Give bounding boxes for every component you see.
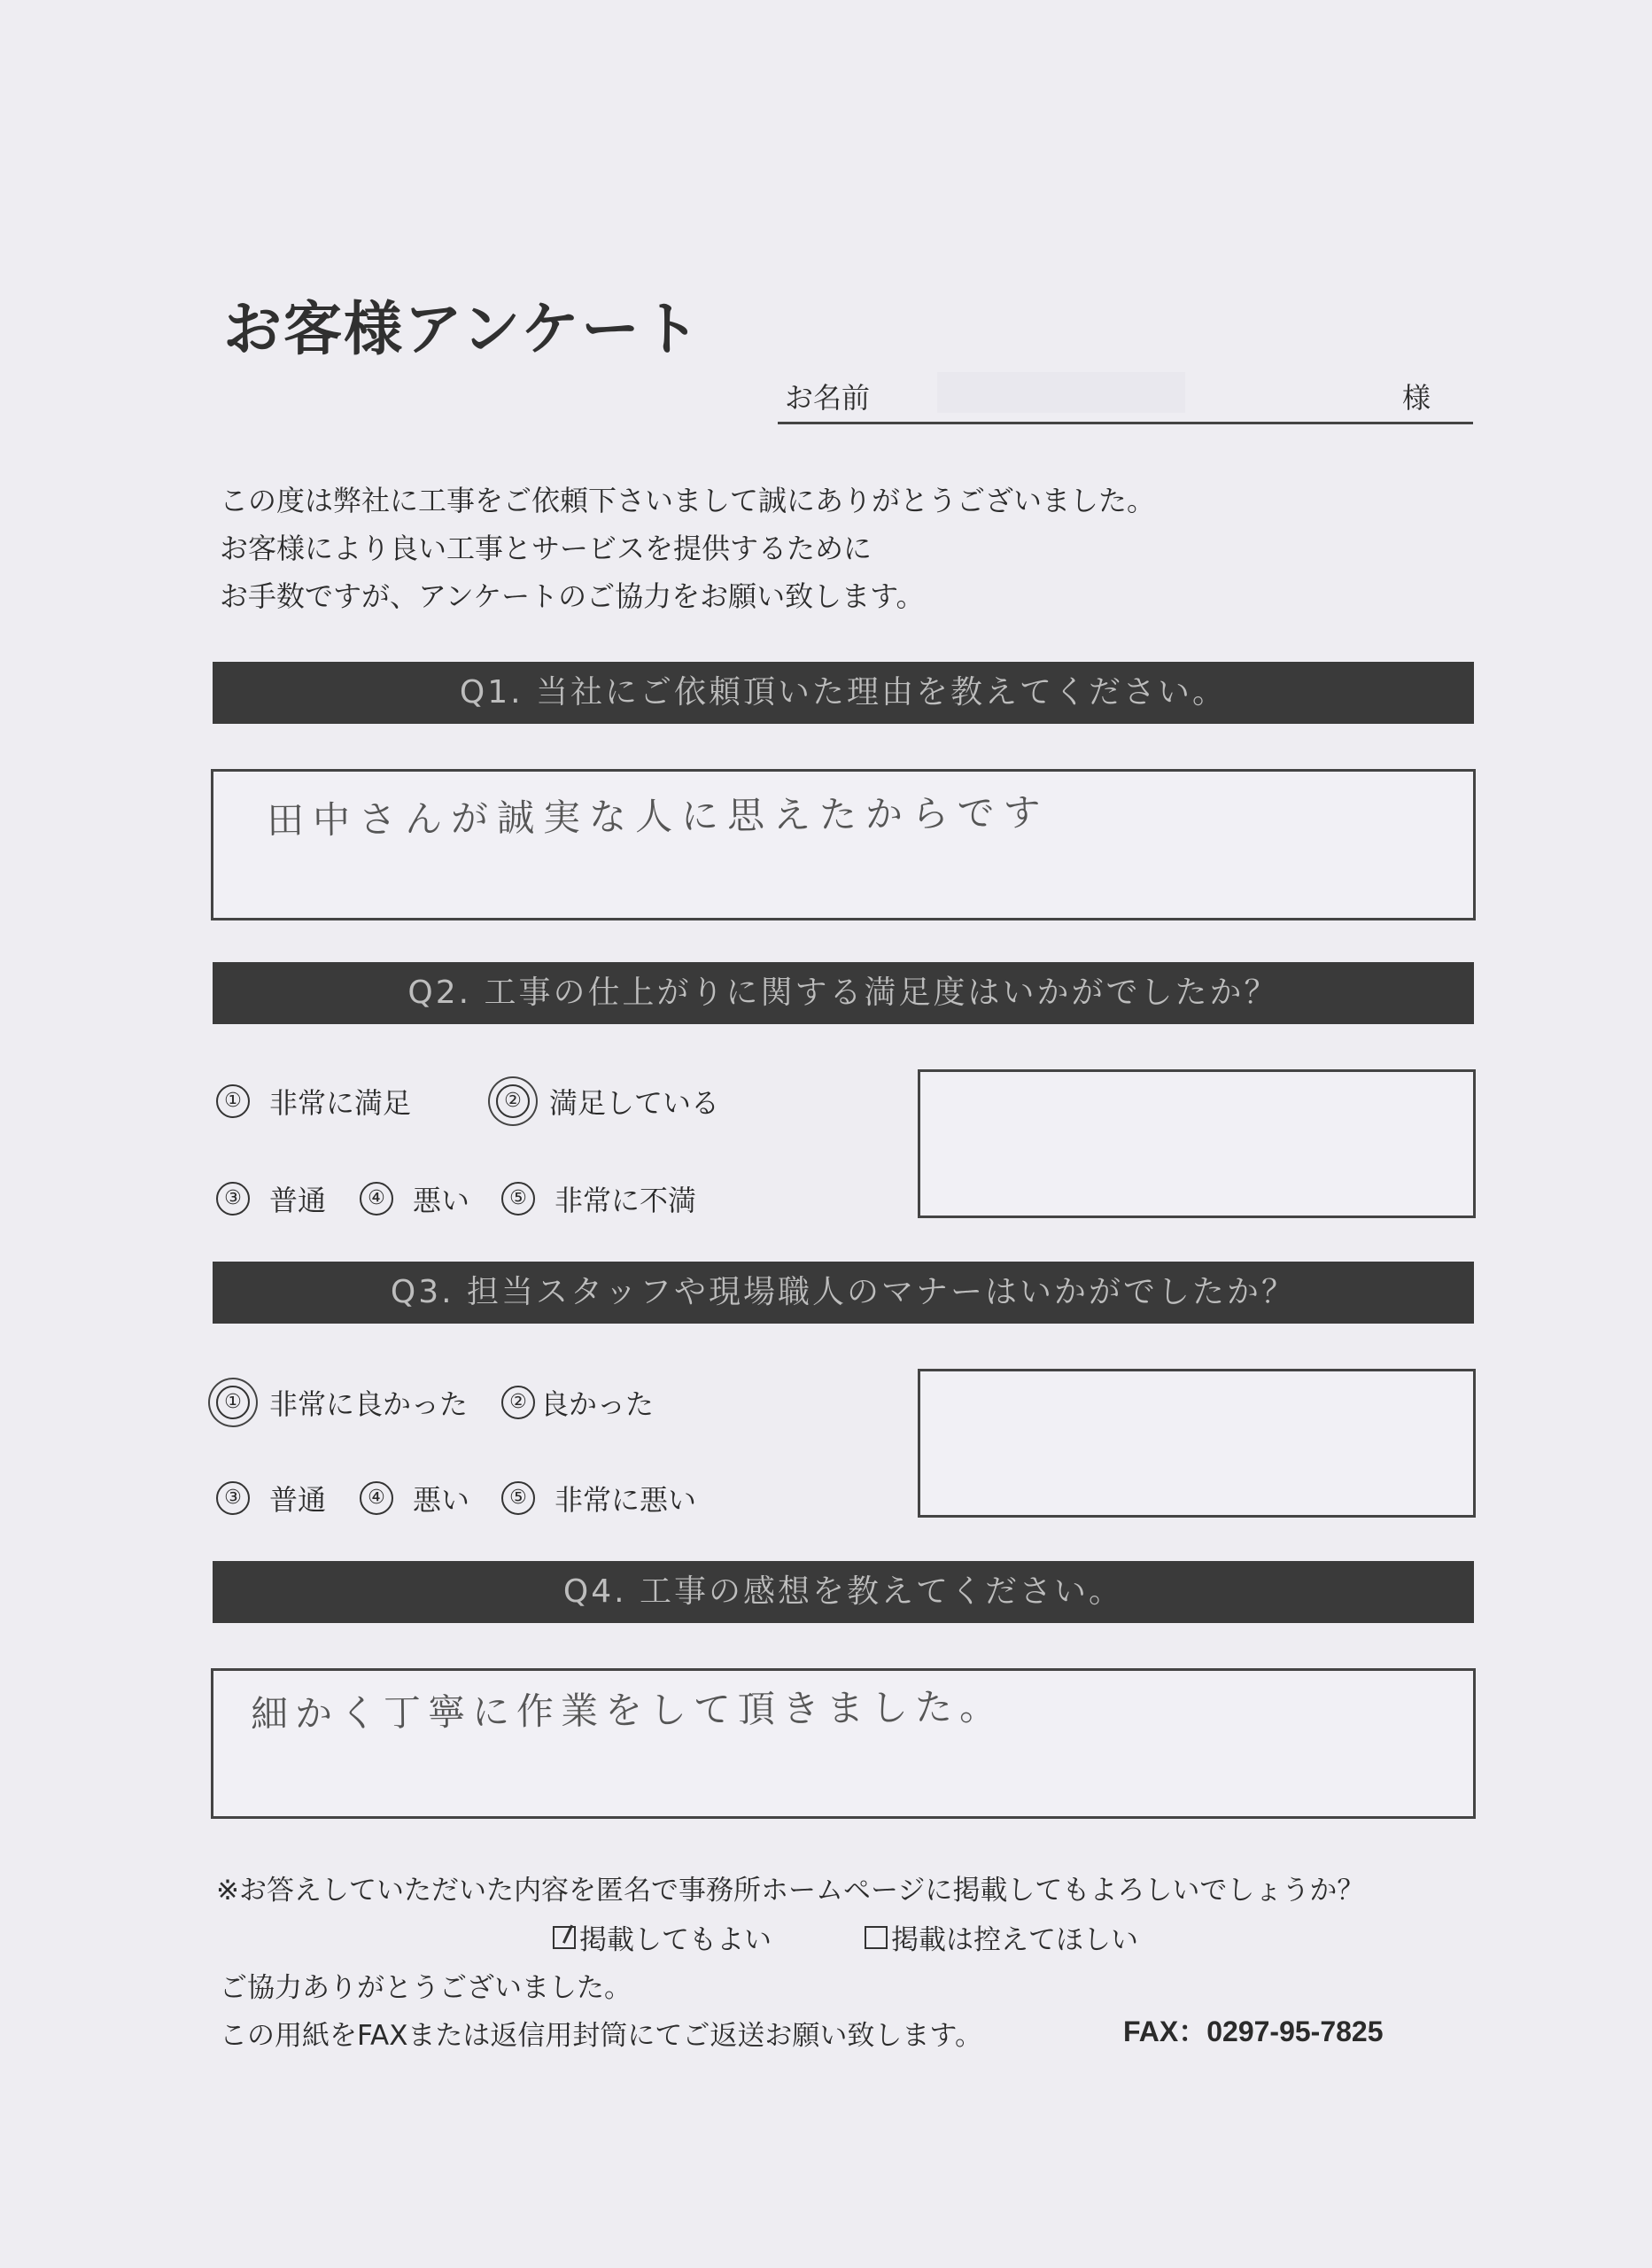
name-suffix: 様 <box>1401 381 1431 415</box>
q3-option-2[interactable] <box>501 1382 654 1423</box>
option-label: 満足している <box>549 1086 720 1120</box>
checkbox-checked-icon <box>553 1926 576 1949</box>
q2-option-4[interactable] <box>360 1178 469 1219</box>
fax-number: FAX：0297-95-7825 <box>1123 2016 1384 2047</box>
option-label: 悪い <box>413 1483 470 1517</box>
q2-header: Q2. 工事の仕上がりに関する満足度はいかがでしたか？ <box>213 962 1474 1024</box>
q2-option-2-selected[interactable] <box>496 1081 719 1122</box>
name-label: お名前 <box>785 381 871 415</box>
q3-header: Q3. 担当スタッフや現場職人のマナーはいかがでしたか？ <box>213 1262 1474 1324</box>
option-label: 普通 <box>269 1184 327 1217</box>
intro-text <box>220 477 1155 620</box>
option-label: 非常に不満 <box>555 1184 697 1217</box>
publish-yes-label: 掲載してもよい <box>579 1924 772 1956</box>
option-number: ③ <box>216 1182 250 1216</box>
publish-no-label: 掲載は控えてほしい <box>891 1924 1138 1956</box>
name-field[interactable] <box>778 372 1473 424</box>
q4-answer-box[interactable] <box>211 1668 1476 1819</box>
option-number: ⑤ <box>501 1182 535 1216</box>
option-label: 非常に満足 <box>269 1086 412 1120</box>
option-number: ② <box>496 1084 530 1118</box>
q3-option-5[interactable] <box>501 1478 696 1518</box>
q3-option-1-selected[interactable] <box>216 1382 468 1423</box>
q4-answer: 細かく丁寧に作業をして頂きました。 <box>250 1684 1004 1736</box>
option-number: ④ <box>360 1182 393 1216</box>
page-title: お客様アンケート <box>223 295 702 363</box>
q2-option-3[interactable] <box>216 1178 326 1219</box>
publish-no-checkbox[interactable] <box>865 1917 1138 1957</box>
checkbox-empty-icon <box>865 1926 888 1949</box>
q4-header: Q4. 工事の感想を教えてください。 <box>213 1561 1474 1623</box>
option-label: 非常に悪い <box>555 1483 697 1517</box>
q1-header: Q1. 当社にご依頼頂いた理由を教えてください。 <box>213 662 1474 724</box>
q2-comment-box[interactable] <box>918 1069 1476 1218</box>
publish-yes-checkbox[interactable] <box>553 1917 772 1957</box>
option-label: 悪い <box>413 1184 470 1217</box>
option-number: ① <box>216 1084 250 1118</box>
name-redaction <box>937 372 1185 413</box>
closing-thanks: ご協力ありがとうございました。 <box>220 1972 632 2004</box>
closing-instructions: この用紙をFAXまたは返信用封筒にてご返送お願い致します。 <box>220 2020 982 2052</box>
q3-option-4[interactable] <box>360 1478 469 1518</box>
publish-question: ※お答えしていただいた内容を匿名で事務所ホームページに掲載してもよろしいでしょうか？ <box>216 1875 1365 1907</box>
q2-option-1[interactable] <box>216 1081 411 1122</box>
option-number: ② <box>501 1386 535 1419</box>
option-label: 非常に良かった <box>269 1387 469 1421</box>
intro-line: お手数ですが、アンケートのご協力をお願い致します。 <box>220 579 925 613</box>
intro-line: この度は弊社に工事をご依頼下さいまして誠にありがとうございました。 <box>220 484 1156 517</box>
option-label: 普通 <box>269 1483 327 1517</box>
q3-comment-box[interactable] <box>918 1369 1476 1518</box>
q3-option-3[interactable] <box>216 1478 326 1518</box>
option-number: ⑤ <box>501 1481 535 1515</box>
intro-line: お客様により良い工事とサービスを提供するために <box>220 532 873 565</box>
option-number: ③ <box>216 1481 250 1515</box>
option-number: ④ <box>360 1481 393 1515</box>
q1-answer: 田中さんが誠実な人に思えたからです <box>266 790 1050 843</box>
option-number: ① <box>216 1386 250 1419</box>
q1-answer-box[interactable] <box>211 769 1476 920</box>
option-label: 良かった <box>540 1387 655 1421</box>
q2-option-5[interactable] <box>501 1178 696 1219</box>
